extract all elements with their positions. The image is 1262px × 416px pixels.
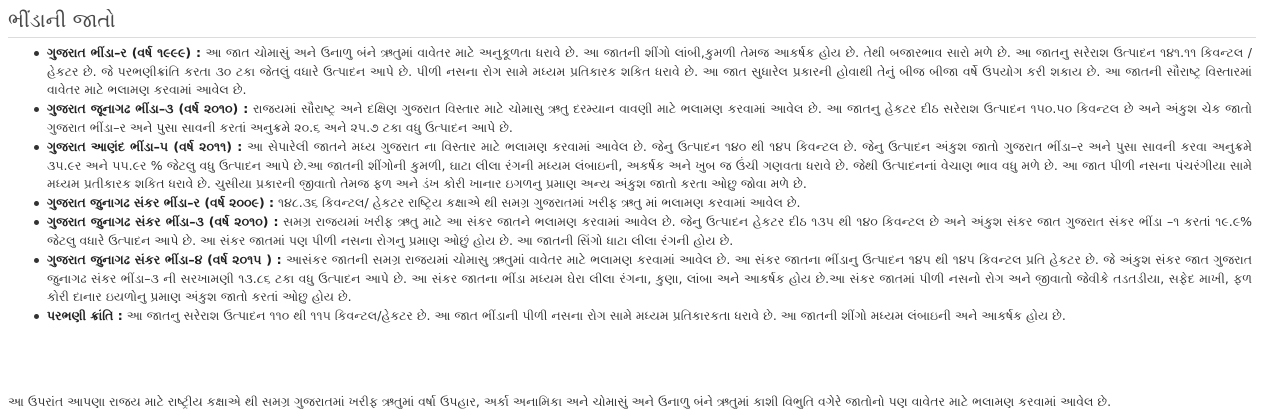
variety-name: ગુજરાત જુનાગઢ સંકર ભીંડા–૪ (વર્ષ ૨૦૧૫ ) : bbox=[47, 252, 282, 268]
list-item-gujarat-bhinda-2 bbox=[47, 44, 1252, 100]
list-item-parbhani-kranti bbox=[47, 307, 1252, 326]
variety-description: આ જાતનુ સરેરાશ ઉત્પાદન ૧૧૦ થી ૧૧૫ કિવન્ટલ/હેકટર છે. આ જાત ભીંડાની પીળી નસના રોગ સામે મધ્યમ પ્રતિકારકતા ધરાવે છે. આ જાતની શીંગો મધ્યમ લંબાઇની અને આકર્ષક હોય છે. bbox=[122, 308, 1066, 324]
variety-name: ગુજરાત જૂનાગઢ ભીંડા–૩ (વર્ષ ૨૦૧૦) : bbox=[47, 101, 249, 117]
variety-description: ૧૪૮.૩૬ કિવન્ટલ/ હેકટર રાષ્ટ્રિય કક્ષાએ થી સમગ્ર ગુજરાતમાં ખરીફ ઋતુ માં ભલામણ કરવામાં આવેલ છે. bbox=[274, 195, 801, 211]
list-item-junagadh-hybrid-4 bbox=[47, 251, 1252, 307]
title-divider bbox=[8, 37, 1256, 38]
variety-name: ગુજરાત આણંદ ભીંડા–૫ (વર્ષ ૨૦૧૧) : bbox=[47, 138, 243, 154]
variety-description: આસંકર જાતની સમગ્ર રાજયમાં ચોમાસુ ઋતુમાં વાવેતર માટે ભલામણ કરવામાં આવેલ છે. આ સંકર જાતના ભીંડાનુ ઉત્પાદન ૧૪૫ થી ૧૪૫ કિવન્ટલ પ્રતિ હેકટર છે. જે અંકુશ સંકર જાત ગુજરાત જુનાગઢ સંકર ભીંડા–૩ ની સરખામણી ૧૩.૮૬ ટકા વધુ ઉત્પાદન આપે છે. આ સંકર જાતના ભીંડા મધ્યમ ઘેરા લીલા રંગના, કુણા, લાંબા અને આકર્ષક હોય છે.આ સંકર જાતમાં પીળી નસનો રોગ અને જીવાતો જેવીકે તડતડીયા, સફેદ માખી, ફળ કોરી દાનાર ઇયળોનુ પ્રમાણ અંકુશ જાતો કરતાં ઓછુ હોય છે. bbox=[47, 252, 1252, 305]
page-title: ભીંડાની જાતો bbox=[8, 8, 116, 32]
variety-name: ગુજરાત ભીંડા–ર (વર્ષ ૧૯૯૯) : bbox=[47, 45, 201, 60]
variety-description: આ સેપારેલી જાતને મધ્ય ગુજરાત ના વિસ્તાર માટે ભલામણ કરવામાં આવેલ છે. જેનુ ઉત્પાદન ૧૪૦ થી ૧૪૫ કિવન્ટલ છે. જેનુ ઉત્પાદન અંકુશ જાતો ગુજરાત ભીંડા–ર અને પુસા સાવની કરવા અનુક્રમે ૩૫.૯ર અને ૫૫.૯ર % જેટલુ વધુ ઉત્પાદન આપે છે.આ જાતની શીંગોની કુમળી, ઘાટા લીલા રંગની મધ્યમ લંબાઇની, અકર્ષક અને ખુબ જ ઉંચી ગણવતા ધરાવે છે. જેથી ઉત્પાદનનાં વેચાણ ભાવ વધુ મળે છે. આ જાત પીળી નસના પંચરંગીયા સામે મધ્યમ પ્રતીકારક શકિત ધરાવે છે. ચુસીયા પ્રકારની જીવાતો તેમજ ફળ અને ડંખ કોરી ખાનાર ઇગળનુ પ્રમાણ અન્ય અંકુશ જાતો કરતા ઓછુ જોવા મળે છે. bbox=[47, 138, 1252, 192]
variety-list bbox=[33, 44, 1252, 326]
variety-description: સમગ્ર રાજયમાં ખરીફ ઋતુ માટે આ સંકર જાતને ભલામણ કરવામાં આવેલ છે. જેનુ ઉત્પાદન હેકટર દીઠ ૧૩૫ થી ૧૪૦ કિવન્ટલ છે અને અંકુશ સંકર જાત ગુજરાત સંકર ભીંડા –૧ કરતાં ૧૯.૯% જેટલુ વધારે ઉત્પાદન આપે છે. આ સંકર જાતમાં પણ પીળી નસના રોગનુ પ્રમાણ ઓછું હોય છે. આ જાતની સિંગો ધાટા લીલા રંગની હોય છે. bbox=[47, 214, 1252, 248]
list-item-anand-bhinda-5 bbox=[47, 138, 1252, 194]
footer-paragraph: આ ઉપરાંત આપણા રાજય માટે રાષ્ટ્રીય કક્ષાએ થી સમગ્ર ગુજરાતમાં ખરીફ ઋતુમાં વર્ષા ઉપહાર, અર્કા અનામિકા અને ચોમાસું અને ઉનાળુ બંને ઋતુમાં કાશી વિભુતિ વગેરે જાતોનો પણ વાવેતર માટે ભલામણ કરવામાં આવેલ છે. bbox=[8, 394, 1112, 409]
variety-name: પરભણી ક્રાંતિ : bbox=[47, 308, 123, 324]
variety-name: ગુજરાત જુનાગઢ સંકર ભીંડા–ર (વર્ષ ૨૦૦૯) : bbox=[47, 195, 275, 211]
variety-name: ગુજરાત જુનાગઢ સંકર ભીંડા–૩ (વર્ષ ૨૦૧૦) : bbox=[47, 214, 279, 230]
list-item-junagadh-hybrid-2 bbox=[47, 194, 1252, 213]
list-item-junagadh-hybrid-3 bbox=[47, 213, 1252, 250]
list-item-junagadh-bhinda-3 bbox=[47, 100, 1252, 137]
variety-description: રાજયમાં સૌરાષ્ટ્ર અને દક્ષિણ ગુજરાત વિસ્તાર માટે ચોમાસુ ઋતુ દરમ્યાન વાવણી માટે ભલામણ કરવામાં આવેલ છે. આ જાતનુ હેકટર દીઠ સરેરાશ ઉત્પાદન ૧૫૦.૫૦ કિવન્ટલ છે અને અંકુશ ચેક જાતો ગુજરાત ભીંડા–ર અને પુસા સાવની કરતાં અનુક્રમે ૨૦.૬ અને ૨૫.૭ ટકા વધુ ઉત્પાદન આપે છે. bbox=[47, 101, 1252, 135]
variety-description: આ જાત ચોમાસું અને ઉનાળુ બંને ઋતુમાં વાવેતર માટે અનુકૂળતા ધરાવે છે. આ જાતની શીંગો લાંબી,કુમળી તેમજ આકર્ષક હોય છે. તેથી બજારભાવ સારો મળે છે. આ જાતનુ સરેરાશ ઉત્પાદન ૧૪૧.૧૧ કિવન્ટલ /હેકટર છે. જે પરભણીક્રાંતિ કરતા ૩૦ ટકા જેતલું વધારે ઉત્પાદન આપે છે. પીળી નસના રોગ સામે મધ્યમ પ્રતિકારક શકિત ધરાવે છે. આ જાત સુધારેલ પ્રકારની હોવાથી તેનું બીજ બીજા વર્ષે ઉપયોગ કરી શકાય છે. આ જાતની સૌરાષ્ટ્ર વિસ્તારમાં વાવેતર માટે ભલામણ કરવામાં આવેલ છે. bbox=[47, 45, 1252, 98]
